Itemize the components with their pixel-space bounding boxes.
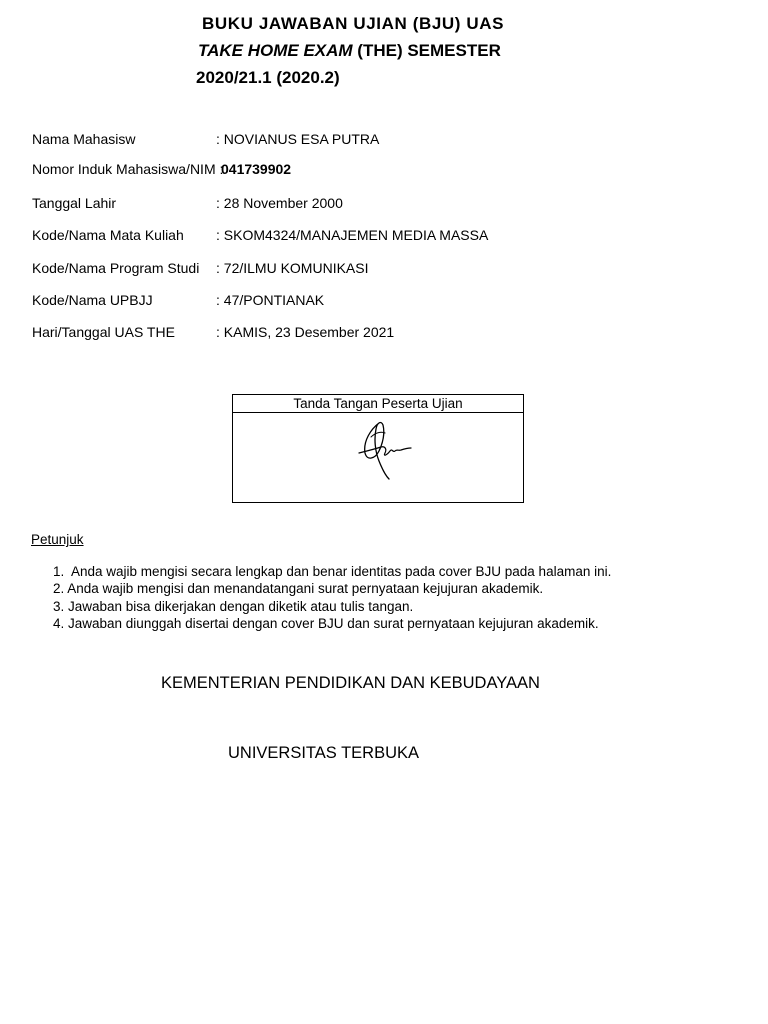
signature-box-header: Tanda Tangan Peserta Ujian <box>233 395 523 413</box>
instruction-item: 1. Anda wajib mengisi secara lengkap dan benar identitas pada cover BJU pada halaman ini. <box>53 564 612 579</box>
instructions-heading: Petunjuk <box>31 532 84 547</box>
field-value: : 72/ILMU KOMUNIKASI <box>216 260 369 276</box>
signature-box <box>232 394 524 503</box>
title-rest-part: (THE) SEMESTER <box>352 41 501 60</box>
field-label: Nama Mahasisw <box>32 131 136 147</box>
handwritten-signature <box>357 417 421 483</box>
instruction-item: 4. Jawaban diunggah disertai dengan cover BJU dan surat pernyataan kejujuran akademik. <box>53 615 599 631</box>
university-name: UNIVERSITAS TERBUKA <box>228 744 420 762</box>
title-line-3: 2020/21.1 (2020.2) <box>196 68 340 87</box>
field-label: Nomor Induk Mahasiswa/NIM : <box>32 161 228 177</box>
instructions-list <box>53 563 611 632</box>
field-value: : SKOM4324/MANAJEMEN MEDIA MASSA <box>216 227 489 243</box>
field-label: Kode/Nama Program Studi <box>32 260 200 276</box>
title-italic-part: TAKE HOME EXAM <box>198 41 353 60</box>
field-label: Hari/Tanggal UAS THE <box>32 324 175 340</box>
field-value: : 47/PONTIANAK <box>216 292 325 308</box>
instruction-item: 3. Jawaban bisa dikerjakan dengan diketik atau tulis tangan. <box>53 598 414 614</box>
ministry-name: KEMENTERIAN PENDIDIKAN DAN KEBUDAYAAN <box>161 674 540 692</box>
title-line-1: BUKU JAWABAN UJIAN (BJU) UAS <box>202 14 505 33</box>
field-label: Tanggal Lahir <box>32 195 117 211</box>
field-value: : KAMIS, 23 Desember 2021 <box>216 324 395 340</box>
field-value: : 28 November 2000 <box>216 195 343 211</box>
instruction-item: 2. Anda wajib mengisi dan menandatangani surat pernyataan kejujuran akademik. <box>53 581 544 597</box>
field-label: Kode/Nama Mata Kuliah <box>32 227 184 243</box>
field-value: : NOVIANUS ESA PUTRA <box>216 131 380 147</box>
field-value: 041739902 <box>221 161 292 177</box>
field-label: Kode/Nama UPBJJ <box>32 292 153 308</box>
title-line-2 <box>198 41 501 61</box>
